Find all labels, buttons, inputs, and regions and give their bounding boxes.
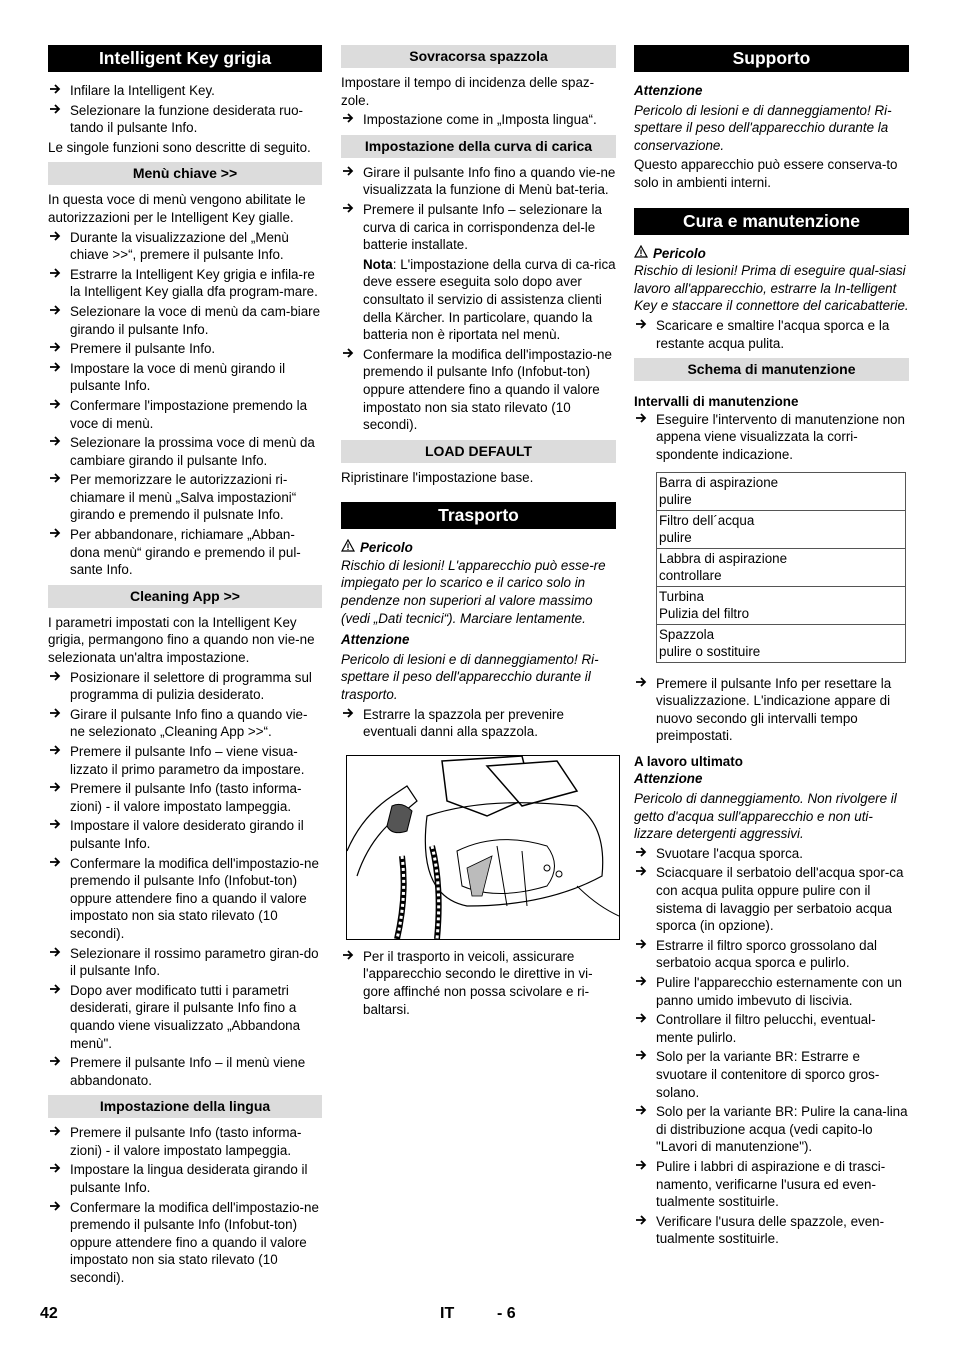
- arrow-right-icon: [49, 780, 61, 798]
- danger-label: Pericolo: [653, 245, 706, 261]
- list-item-text: Eseguire l'intervento di manutenzione non appena viene visualizzata la corri-spondente indicazione.: [656, 411, 905, 462]
- list-item-text: Premere il pulsante Info per resettare la visualizzazione. L'indicazione appare di nuovo secondo gli intervalli tempo preimpostati.: [656, 675, 892, 744]
- page-number: 42: [40, 1305, 58, 1322]
- list-item: [48, 817, 322, 852]
- table-cell: [657, 548, 906, 586]
- list-item-text: Premere il pulsante Info.: [70, 341, 216, 357]
- subheading: Intervalli di manutenzione: [634, 394, 799, 410]
- list-item-text: Premere il pulsante Info – il menù viene abbandonato.: [70, 1055, 306, 1088]
- arrow-right-icon: [49, 434, 61, 452]
- arrow-right-icon: [49, 855, 61, 873]
- transport-illustration: [346, 755, 620, 940]
- list-item-text: Confermare l'impostazione premendo la voce di menù.: [70, 397, 308, 431]
- list-item-text: Confermare la modifica dell'impostazio-ne premendo il pulsante Info (Infobut-ton) oppure attendere fino a quando il valore impostato non sia stato rilevato (10 secondi).: [70, 1199, 319, 1286]
- arrow-right-icon: [342, 706, 354, 724]
- maintenance-item: Labbra di aspirazione: [659, 550, 788, 566]
- list-item: [341, 111, 616, 129]
- list-item-text: Premere il pulsante Info – selezionare la curva di carica in corrispondenza del-le batterie installate.: [363, 201, 602, 253]
- arrow-right-icon: [49, 526, 61, 544]
- list-item: [634, 1048, 909, 1101]
- column-middle: [341, 45, 616, 1020]
- table-row: [657, 510, 906, 548]
- paragraph: Le singole funzioni sono descritte di seguito.: [48, 139, 311, 155]
- arrow-right-icon: [49, 1054, 61, 1072]
- list-item-text: Premere il pulsante Info (tasto informa-zioni) - il valore impostato lampeggia.: [70, 781, 302, 814]
- arrow-right-icon: [49, 982, 61, 1000]
- table-cell: [657, 472, 906, 510]
- subsection-title: Cleaning App >>: [48, 585, 322, 608]
- list-item: [48, 669, 322, 704]
- note: [341, 256, 616, 344]
- attention-text: Pericolo di lesioni e di danneggiamento! Ri-spettare il peso dell'apparecchio durante la conservazione.: [634, 102, 892, 153]
- list-item-text: Dopo aver modificato tutti i parametri desiderati, girare il pulsante Info fino a quando viene visualizzato „Abbandona menù".: [70, 982, 301, 1051]
- list-item-text: Scaricare e smaltire l'acqua sporca e la restante acqua pulita.: [656, 317, 890, 351]
- step-list: [341, 948, 616, 1018]
- step-list: [48, 229, 322, 579]
- paragraph: Questo apparecchio può essere conserva-to solo in ambienti interni.: [634, 157, 898, 190]
- arrow-right-icon: [49, 471, 61, 489]
- list-item: [341, 346, 616, 434]
- list-item: [48, 360, 322, 395]
- attention-text: Pericolo di lesioni e di danneggiamento! Ri-spettare il peso dell'apparecchio durante il trasporto.: [341, 651, 599, 703]
- list-item: [48, 706, 322, 741]
- arrow-right-icon: [635, 864, 647, 882]
- warning-triangle-icon: [634, 245, 648, 263]
- step-list: [48, 1124, 322, 1286]
- list-item: [48, 1054, 322, 1089]
- arrow-right-icon: [49, 706, 61, 724]
- list-item: [341, 201, 616, 254]
- arrow-right-icon: [49, 397, 61, 415]
- list-item-text: Impostazione come in „Imposta lingua“.: [363, 112, 597, 128]
- step-list: [48, 82, 322, 137]
- maintenance-table: [656, 472, 906, 663]
- step-list: [48, 669, 322, 1090]
- arrow-right-icon: [49, 229, 61, 247]
- list-item: [634, 937, 909, 972]
- list-item: [634, 411, 909, 464]
- list-item-text: Durante la visualizzazione del „Menù chiave >>“, premere il pulsante Info.: [70, 229, 289, 263]
- list-item: [48, 303, 322, 338]
- list-item-text: Impostare la lingua desiderata girando il pulsante Info.: [70, 1162, 308, 1196]
- arrow-right-icon: [342, 948, 354, 966]
- table-row: [657, 548, 906, 586]
- arrow-right-icon: [49, 1124, 61, 1142]
- arrow-right-icon: [635, 411, 647, 429]
- step-list: [341, 111, 616, 129]
- maintenance-action: pulire: [659, 530, 692, 545]
- table-cell: [657, 586, 906, 624]
- list-item: [48, 471, 322, 524]
- list-item: [634, 1103, 909, 1156]
- arrow-right-icon: [635, 1048, 647, 1066]
- list-item-text: Verificare l'usura delle spazzole, even-tualmente sostituirle.: [656, 1213, 885, 1247]
- list-item: [341, 948, 616, 1018]
- list-item-text: Girare il pulsante Info fino a quando vie-ne selezionato „Cleaning App >>“.: [70, 706, 308, 740]
- arrow-right-icon: [49, 82, 61, 100]
- subsection-title: Impostazione della lingua: [48, 1095, 322, 1118]
- list-item: [634, 1011, 909, 1046]
- list-item: [341, 706, 616, 741]
- column-left: [48, 45, 322, 1289]
- list-item: [48, 434, 322, 469]
- arrow-right-icon: [49, 102, 61, 120]
- maintenance-item: Barra di aspirazione: [659, 474, 779, 490]
- list-item: [48, 743, 322, 778]
- step-list: [634, 317, 909, 352]
- list-item: [634, 974, 909, 1009]
- danger-heading: [341, 539, 616, 557]
- arrow-right-icon: [49, 1161, 61, 1179]
- arrow-right-icon: [49, 743, 61, 761]
- table-row: [657, 586, 906, 624]
- list-item-text: Sciacquare il serbatoio dell'acqua spor-ca con acqua pulita oppure pulire con il sistema di lavaggio per serbatoio acqua sporca (in opzione).: [656, 865, 904, 934]
- danger-text: Rischio di lesioni! Prima di eseguire qual-siasi lavoro all'apparecchio, estrarre la In-telligent Key e staccare il connettore del caricabatterie.: [634, 263, 909, 314]
- list-item-text: Impostare il valore desiderato girando il pulsante Info.: [70, 818, 304, 851]
- list-item-text: Solo per la variante BR: Estrarre e svuotare il contenitore di sporco gros-solano.: [656, 1049, 880, 1100]
- section-title: Supporto: [634, 45, 909, 72]
- list-item-text: Per memorizzare le autorizzazioni ri-chiamare il menù „Salva impostazioni“ girando e premendo il pulsnate Info.: [70, 472, 297, 523]
- list-item: [48, 982, 322, 1052]
- subsection-title: Schema di manutenzione: [634, 358, 909, 381]
- list-item-text: Estrarre la spazzola per prevenire eventuali danni alla spazzola.: [363, 706, 564, 740]
- subsection-title: LOAD DEFAULT: [341, 440, 616, 463]
- list-item: [48, 1161, 322, 1196]
- step-list: [341, 706, 616, 741]
- section-title: Intelligent Key grigia: [48, 45, 322, 72]
- paragraph: I parametri impostati con la Intelligent Key grigia, permangono fino a quando non vie-ne selezionata un'altra impostazione.: [48, 614, 315, 666]
- arrow-right-icon: [635, 937, 647, 955]
- arrow-right-icon: [49, 303, 61, 321]
- arrow-right-icon: [635, 845, 647, 863]
- maintenance-item: Filtro dell´acqua: [659, 512, 755, 528]
- arrow-right-icon: [49, 669, 61, 687]
- language-code: IT: [440, 1305, 455, 1322]
- list-item-text: Selezionare la funzione desiderata ruo-tando il pulsante Info.: [70, 102, 303, 136]
- list-item: [634, 1158, 909, 1211]
- list-item-text: Selezionare la voce di menù da cam-biare girando il pulsante Info.: [70, 303, 321, 337]
- arrow-right-icon: [635, 1158, 647, 1176]
- attention-label: Attenzione: [634, 771, 703, 787]
- list-item: [48, 855, 322, 943]
- danger-text: Rischio di lesioni! L'apparecchio può esse-re impiegato per lo scarico e il carico solo in pendenze non superiori al valore massimo (vedi „Dati tecnici“). Marciare lentamente.: [341, 557, 606, 626]
- paragraph: Impostare il tempo di incidenza delle spaz-zole.: [341, 75, 595, 108]
- list-item: [634, 317, 909, 352]
- arrow-right-icon: [342, 201, 354, 219]
- subsection-title: Impostazione della curva di carica: [341, 135, 616, 158]
- note-text: : L'impostazione della curva di ca-rica deve essere eseguita solo dopo aver consultato il servizio di assistenza clienti della Kärcher. In particolare, quando la batteria non è riportata nel menù.: [363, 256, 616, 343]
- list-item: [48, 945, 322, 980]
- list-item-text: Premere il pulsante Info – viene visua-lizzato il primo parametro da impostare.: [70, 744, 305, 777]
- list-item-text: Impostare la voce di menù girando il pulsante Info.: [70, 360, 286, 394]
- paragraph: In questa voce di menù vengono abilitate le autorizzazioni per le Intelligent Key gialle.: [48, 192, 306, 225]
- list-item-text: Pulire l'apparecchio esternamente con un panno umido imbevuto di liscivia.: [656, 975, 902, 1008]
- arrow-right-icon: [342, 164, 354, 182]
- list-item-text: Controllare il filtro pelucchi, eventual-mente pulirlo.: [656, 1012, 876, 1045]
- step-list: [341, 346, 616, 434]
- danger-heading: [634, 245, 909, 263]
- arrow-right-icon: [49, 360, 61, 378]
- arrow-right-icon: [342, 346, 354, 364]
- maintenance-action: pulire: [659, 492, 692, 507]
- arrow-right-icon: [49, 1199, 61, 1217]
- list-item-text: Girare il pulsante Info fino a quando vie-ne visualizzata la funzione di Menù bat-teria.: [363, 164, 616, 198]
- list-item: [48, 397, 322, 432]
- arrow-right-icon: [49, 945, 61, 963]
- list-item-text: Estrarre la Intelligent Key grigia e infila-re la Intelligent Key gialla dfa program-mare.: [70, 266, 318, 300]
- sub-page-number: - 6: [497, 1305, 516, 1322]
- attention-label: Attenzione: [634, 83, 703, 98]
- list-item: [634, 1213, 909, 1248]
- arrow-right-icon: [49, 266, 61, 284]
- maintenance-action: controllare: [659, 568, 722, 583]
- subheading: A lavoro ultimato: [634, 753, 743, 769]
- list-item: [48, 229, 322, 264]
- list-item-text: Infilare la Intelligent Key.: [70, 83, 215, 98]
- list-item: [48, 340, 322, 358]
- arrow-right-icon: [635, 1103, 647, 1121]
- subsection-title: Menù chiave >>: [48, 162, 322, 185]
- list-item-text: Posizionare il selettore di programma sul programma di pulizia desiderato.: [70, 669, 312, 703]
- list-item: [48, 1199, 322, 1287]
- list-item-text: Per abbandonare, richiamare „Abban-dona menù“ girando e premendo il pul-sante Info.: [70, 527, 301, 578]
- warning-triangle-icon: [341, 539, 355, 557]
- attention-text: Pericolo di danneggiamento. Non rivolgere il getto d'acqua sull'apparecchio e non uti-lizzare detergenti aggressivi.: [634, 791, 897, 842]
- list-item: [634, 845, 909, 863]
- list-item-text: Confermare la modifica dell'impostazio-ne premendo il pulsante Info (Infobut-ton) oppure attendere fino a quando il valore impostato non sia stato rilevato (10 secondi).: [70, 855, 319, 941]
- maintenance-action: pulire o sostituire: [659, 644, 761, 659]
- step-list: [341, 164, 616, 254]
- list-item-text: Svuotare l'acqua sporca.: [656, 845, 803, 861]
- table-row: [657, 624, 906, 662]
- list-item: [48, 780, 322, 815]
- list-item: [634, 675, 909, 745]
- list-item: [48, 82, 322, 100]
- list-item: [48, 526, 322, 579]
- list-item-text: Selezionare il rossimo parametro giran-do il pulsante Info.: [70, 945, 319, 979]
- list-item-text: Selezionare la prossima voce di menù da cambiare girando il pulsante Info.: [70, 435, 315, 468]
- list-item-text: Per il trasporto in veicoli, assicurare l'apparecchio secondo le direttive in vi-gore affinché non possa scivolare e ri-baltarsi.: [363, 948, 593, 1017]
- list-item: [634, 864, 909, 934]
- arrow-right-icon: [635, 974, 647, 992]
- danger-label: Pericolo: [360, 540, 413, 556]
- arrow-right-icon: [635, 1011, 647, 1029]
- arrow-right-icon: [49, 340, 61, 358]
- arrow-right-icon: [635, 317, 647, 335]
- maintenance-item: Spazzola: [659, 626, 715, 642]
- list-item-text: Premere il pulsante Info (tasto informa-zioni) - il valore impostato lampeggia.: [70, 1125, 302, 1158]
- table-cell: [657, 624, 906, 662]
- section-title: Cura e manutenzione: [634, 208, 909, 235]
- table-row: [657, 472, 906, 510]
- maintenance-item: Turbina: [659, 588, 704, 604]
- list-item-text: Pulire i labbri di aspirazione e di trasci-namento, verificarne l'usura ed even-tualmente sostituirle.: [656, 1158, 886, 1210]
- table-cell: [657, 510, 906, 548]
- maintenance-action: Pulizia del filtro: [659, 606, 750, 621]
- step-list: [634, 675, 909, 745]
- arrow-right-icon: [342, 111, 354, 129]
- note-label: Nota: [363, 256, 393, 272]
- step-list: [634, 845, 909, 1248]
- arrow-right-icon: [49, 817, 61, 835]
- list-item-text: Estrarre il filtro sporco grossolano dal serbatoio acqua sporca e pulirlo.: [656, 937, 878, 971]
- arrow-right-icon: [635, 1213, 647, 1231]
- list-item: [48, 102, 322, 137]
- list-item-text: Confermare la modifica dell'impostazio-ne premendo il pulsante Info (Infobut-ton) oppure attendere fino a quando il valore impostato non sia stato rilevato (10 secondi).: [363, 346, 612, 433]
- paragraph: Ripristinare l'impostazione base.: [341, 469, 534, 485]
- section-title: Trasporto: [341, 502, 616, 529]
- column-right: [634, 45, 909, 1250]
- list-item: [48, 1124, 322, 1159]
- list-item-text: Solo per la variante BR: Pulire la cana-lina di distribuzione acqua (vedi capito-lo "Lavori di manutenzione").: [656, 1104, 908, 1155]
- list-item: [341, 164, 616, 199]
- step-list: [634, 411, 909, 464]
- attention-label: Attenzione: [341, 632, 410, 648]
- subsection-title: Sovracorsa spazzola: [341, 45, 616, 68]
- list-item: [48, 266, 322, 301]
- arrow-right-icon: [635, 675, 647, 693]
